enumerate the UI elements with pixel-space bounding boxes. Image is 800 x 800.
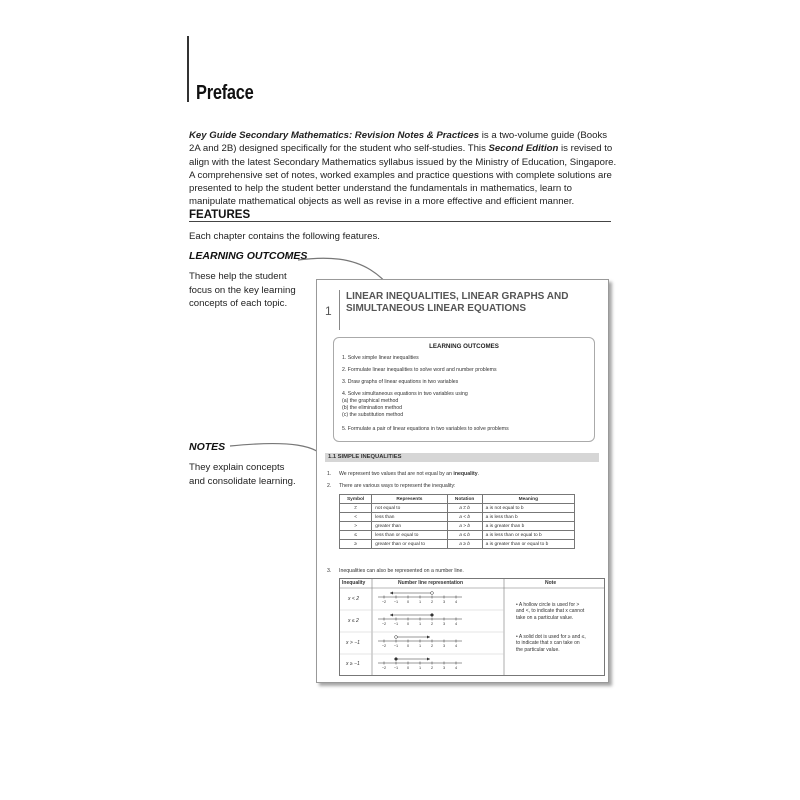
table-cell: greater than or equal to <box>372 540 447 549</box>
number-line-tick-label: 3 <box>442 666 446 670</box>
hollow-circle <box>431 592 434 595</box>
represents-header: Represents <box>372 495 447 504</box>
inequality-number-line-table <box>339 578 605 676</box>
note-2: • A solid dot is used for ≥ and ≤, to indicate that x can take on the particular value. <box>516 634 586 653</box>
point-2-text: There are various ways to represent the inequality: <box>339 483 456 489</box>
number-line-tick-label: 2 <box>430 666 434 670</box>
number-line-tick-label: −1 <box>393 600 399 604</box>
number-line-tick-label: 3 <box>442 644 446 648</box>
number-line-tick-label: −1 <box>393 666 399 670</box>
learning-outcomes-text: These help the student focus on the key learning concepts of each topic. <box>189 271 296 309</box>
chapter-title: LINEAR INEQUALITIES, LINEAR GRAPHS AND SIMULTANEOUS LINEAR EQUATIONS <box>346 291 569 314</box>
solid-dot <box>431 614 434 617</box>
symbol-table <box>339 494 575 549</box>
table-cell: a > b <box>447 522 482 531</box>
number-line-tick-label: 0 <box>406 644 410 648</box>
number-line-tick-label: −2 <box>381 622 387 626</box>
solid-dot <box>395 658 398 661</box>
learning-outcomes-heading: LEARNING OUTCOMES <box>189 250 308 262</box>
note-1-text: A hollow circle is used for > and <, to indicate that x cannot take on a particular value. <box>516 602 585 621</box>
solution-arrowhead <box>390 592 393 595</box>
number-line-tick-label: 0 <box>406 622 410 626</box>
table-cell: a is less than or equal to b <box>482 531 574 540</box>
notes-arrow <box>230 444 326 460</box>
page-title: Preface <box>196 82 254 104</box>
number-line-tick-label: 4 <box>454 622 458 626</box>
number-line-tick-label: 1 <box>418 600 422 604</box>
number-line-tick-label: 2 <box>430 600 434 604</box>
table-cell: a is not equal to b <box>482 504 574 513</box>
inequality-header: Inequality <box>342 580 366 586</box>
table-cell: ≠ <box>340 504 372 513</box>
point-3-text: Inequalities can also be represented on a number line. <box>339 568 464 574</box>
number-line-tick-label: −2 <box>381 644 387 648</box>
book-name: Key Guide Secondary Mathematics: Revision Notes & Practices <box>189 130 480 141</box>
number-line-tick-label: 0 <box>406 600 410 604</box>
table-cell: greater than <box>372 522 447 531</box>
inequality-cell: x > −1 <box>346 640 360 646</box>
table-cell: < <box>340 513 372 522</box>
chapter-separator <box>339 290 340 330</box>
number-lines <box>374 579 504 675</box>
lo-item: (b) the elimination method <box>342 405 402 411</box>
lo-item: 2. Formulate linear inequalities to solve word and number problems <box>342 367 497 373</box>
intro-paragraph-2: A comprehensive set of notes, worked examples and practice questions with complete solutions are presented to help the student better understand the fundamentals in mathematics, learn to manipulate mathematical objects as well as revise in a more effective and efficient manner. <box>189 169 612 208</box>
symbol-header: Symbol <box>340 495 372 504</box>
number-line-tick-label: 4 <box>454 644 458 648</box>
table-cell: not equal to <box>372 504 447 513</box>
point-1-text: We represent two values that are not equal by an inequality. <box>339 471 480 477</box>
number-line-tick-label: −1 <box>393 622 399 626</box>
learning-outcomes-box <box>333 337 595 442</box>
number-line-tick-label: 0 <box>406 666 410 670</box>
point-1-body: We represent two values that are not equal by an <box>339 471 454 477</box>
number-line-tick-label: 1 <box>418 622 422 626</box>
table-row <box>340 513 575 522</box>
inequality-cell: x ≤ 2 <box>348 618 359 624</box>
point-2-number: 2. <box>327 483 332 489</box>
solution-arrowhead <box>427 636 430 639</box>
table-row <box>340 522 575 531</box>
intro-sentence-2: is revised to align with the latest Secondary Mathematics syllabus issued by the Ministry of Education, Singapore. <box>189 143 617 168</box>
number-line-header: Number line representation <box>398 580 464 586</box>
number-line-tick-label: 1 <box>418 666 422 670</box>
sample-chapter-page <box>316 279 609 683</box>
notes-heading: NOTES <box>189 441 226 453</box>
point-1-number: 1. <box>327 471 332 477</box>
table-cell: less than <box>372 513 447 522</box>
note-2-text: A solid dot is used for ≥ and ≤, to indicate that x can take on the particular value. <box>516 634 586 653</box>
table-row <box>340 504 575 513</box>
section-title: 1.1 SIMPLE INEQUALITIES <box>328 454 402 460</box>
table-cell: a is greater than b <box>482 522 574 531</box>
table-cell: a ≥ b <box>447 540 482 549</box>
table-cell: ≤ <box>340 531 372 540</box>
features-text: Each chapter contains the following features. <box>189 231 380 242</box>
number-line-tick-label: 1 <box>418 644 422 648</box>
lo-item: 1. Solve simple linear inequalities <box>342 355 419 361</box>
table-cell: ≥ <box>340 540 372 549</box>
number-line-tick-label: 2 <box>430 644 434 648</box>
table-cell: a is less than b <box>482 513 574 522</box>
point-3-number: 3. <box>327 568 332 574</box>
edition-name: Second Edition <box>488 143 559 155</box>
solution-arrowhead <box>427 658 430 661</box>
intro-sentence-1: is a two-volume guide (Books 2A and 2B) designed specifically for the student who self-studies. This <box>189 130 608 155</box>
number-line-tick-label: 4 <box>454 666 458 670</box>
lo-item: 5. Formulate a pair of linear equations in two variables to solve problems <box>342 426 509 432</box>
table-cell: a is greater than or equal to b <box>482 540 574 549</box>
solution-arrowhead <box>390 614 393 617</box>
number-line-tick-label: −2 <box>381 600 387 604</box>
number-line-tick-label: 4 <box>454 600 458 604</box>
chapter-number: 1 <box>325 304 332 318</box>
lo-item: (a) the graphical method <box>342 398 399 404</box>
table-cell: a ≤ b <box>447 531 482 540</box>
table-cell: less than or equal to <box>372 531 447 540</box>
table-cell: a < b <box>447 513 482 522</box>
number-line-tick-label: −2 <box>381 666 387 670</box>
meaning-header: Meaning <box>482 495 574 504</box>
lo-item: 3. Draw graphs of linear equations in two variables <box>342 379 459 385</box>
point-1-bold: inequality <box>453 471 478 477</box>
hollow-circle <box>395 636 398 639</box>
number-line-tick-label: −1 <box>393 644 399 648</box>
lo-item: 4. Solve simultaneous equations in two variables using <box>342 391 468 397</box>
table-cell: a ≠ b <box>447 504 482 513</box>
table-row <box>340 540 575 549</box>
number-line-tick-label: 2 <box>430 622 434 626</box>
note-header: Note <box>545 580 557 586</box>
inequality-cell: x ≥ −1 <box>346 661 360 667</box>
notes-text: They explain concepts and consolidate learning. <box>189 462 296 487</box>
inequality-cell: x < 2 <box>348 596 359 602</box>
number-line-tick-label: 3 <box>442 600 446 604</box>
features-heading: FEATURES <box>189 209 251 221</box>
notation-header: Notation <box>447 495 482 504</box>
table-cell: > <box>340 522 372 531</box>
table-row <box>340 531 575 540</box>
lo-box-title: LEARNING OUTCOMES <box>429 343 499 350</box>
number-line-tick-label: 3 <box>442 622 446 626</box>
lo-item: (c) the substitution method <box>342 412 404 418</box>
note-1: • A hollow circle is used for > and <, to indicate that x cannot take on a particular value. <box>516 602 585 621</box>
